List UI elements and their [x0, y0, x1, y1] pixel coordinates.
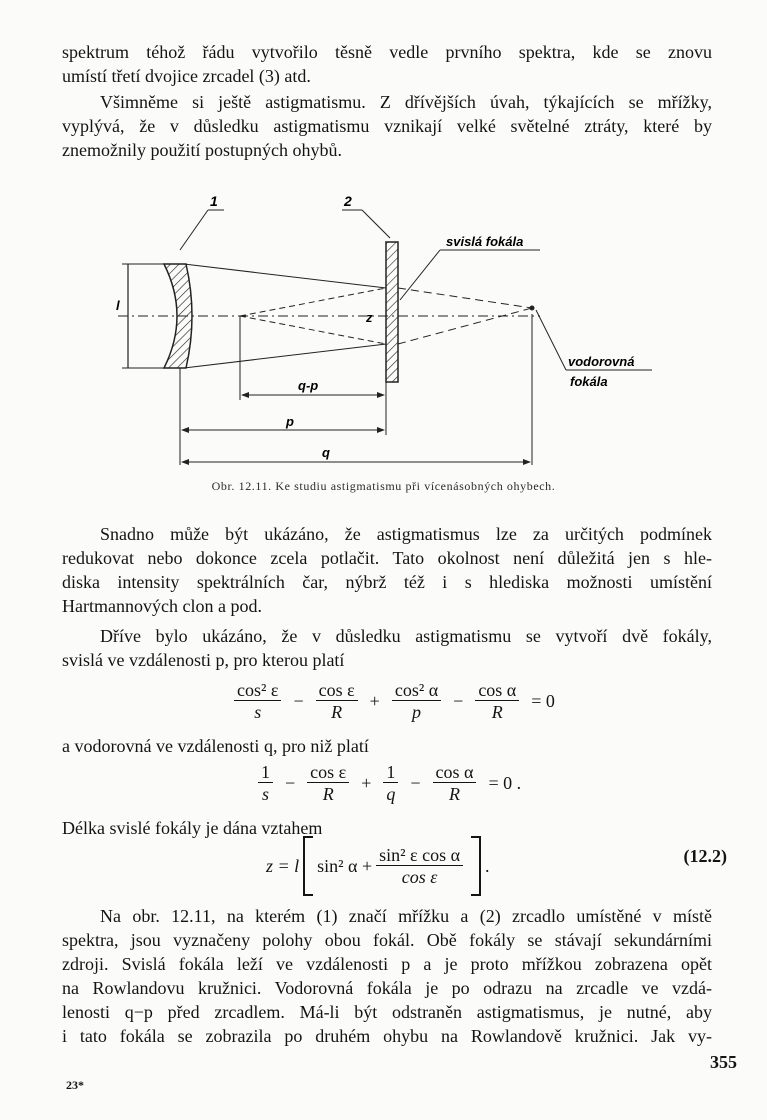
- paragraph-1: [62, 40, 712, 88]
- label-q-minus-p: q-p: [298, 378, 319, 393]
- eq1-t2-den: R: [331, 702, 343, 722]
- text-line: Všimněme si ještě astigmatismu. Z dřívějších úvah, týkajících se mřížky,: [100, 92, 712, 112]
- text-line: Snadno může být ukázáno, že astigmatismus lze za určitých podmínek: [100, 524, 712, 544]
- eq3-frac-den: cos ε: [401, 866, 438, 887]
- label-vertical-focal: svislá fokála: [446, 234, 524, 249]
- label-z: z: [366, 310, 373, 325]
- text-line: vyplývá, že v důsledku astigmatismu vznikají velké světelné ztráty, které by: [62, 116, 712, 136]
- equation-1: [230, 680, 563, 723]
- paragraph-3: [62, 522, 712, 618]
- equation-3: [266, 836, 490, 896]
- eq2-t4-den: R: [449, 784, 460, 804]
- label-mirror: 2: [344, 193, 352, 209]
- text-line: umístí třetí dvojice zrcadel (3) atd.: [62, 66, 311, 86]
- text-line: Na obr. 12.11, na kterém (1) značí mřížku a (2) zrcadlo umístěné v místě: [100, 906, 712, 926]
- text-line: diska intensity spektrálních čar, nýbrž též i s hlediska možnosti umístění: [62, 572, 712, 592]
- eq1-rhs: = 0: [531, 691, 555, 711]
- eq1-t3-den: p: [411, 702, 421, 722]
- label-grating: 1: [210, 193, 218, 209]
- eq2-t2-den: R: [322, 784, 334, 804]
- paragraph-2: [62, 90, 712, 162]
- eq1-t1-num: cos² ε: [237, 680, 279, 700]
- paragraph-5: [62, 734, 712, 758]
- text-line: svislá ve vzdálenosti p, pro kterou platí: [62, 650, 345, 670]
- eq2-op1: −: [285, 773, 296, 793]
- eq3-tail: .: [485, 855, 490, 876]
- eq2-rhs: = 0 .: [488, 773, 522, 793]
- text-line: znemožnily použití postupných ohybů.: [62, 140, 342, 160]
- eq1-op2: +: [369, 691, 380, 711]
- eq3-lhs: z = l: [266, 855, 300, 876]
- mirror-shape: [386, 242, 398, 382]
- text-line: zdroji. Svislá fokála leží ve vzdálenosti p a je proto mřížkou zobrazena opět: [62, 954, 712, 974]
- equation-2: [254, 762, 529, 805]
- eq1-op3: −: [453, 691, 464, 711]
- page-number: 355: [710, 1052, 737, 1072]
- eq1-t4-den: R: [491, 702, 503, 722]
- text-line: lenosti q−p před zrcadlem. Má-li být odstraněn astigmatismus, je nutné, aby: [62, 1002, 712, 1022]
- eq2-op2: +: [361, 773, 372, 793]
- eq1-t1-den: s: [254, 702, 262, 722]
- label-l: l: [116, 298, 120, 313]
- eq2-t1-den: s: [261, 784, 269, 804]
- text-line: redukovat nebo dokonce zcela potlačit. Tato okolnost není důležitá jen s hle-: [62, 548, 712, 568]
- eq2-t4-num: cos α: [435, 762, 474, 782]
- label-horizontal-focal-2: fokála: [570, 374, 608, 389]
- paragraph-7: [62, 904, 712, 1048]
- text-line: spektrum téhož řádu vytvořilo těsně vedle prvního spektra, kde se znovu: [62, 42, 712, 62]
- eq1-op1: −: [293, 691, 304, 711]
- eq1-t2-num: cos ε: [318, 680, 355, 700]
- eq2-t2-num: cos ε: [310, 762, 347, 782]
- text-line: na Rowlandovu kružnici. Vodorovná fokála je po odrazu na zrcadle ve vzdá-: [62, 978, 712, 998]
- text-line: Délka svislé fokály je dána vztahem: [62, 818, 323, 838]
- eq2-op3: −: [410, 773, 421, 793]
- equation-number: (12.2): [683, 846, 727, 866]
- left-bracket: [303, 836, 313, 896]
- label-horizontal-focal-1: vodorovná: [568, 354, 635, 369]
- signature-mark: 23*: [66, 1078, 84, 1092]
- label-q: q: [322, 445, 330, 460]
- right-bracket: [471, 836, 481, 896]
- paragraph-4: [62, 624, 712, 672]
- eq2-t1-num: 1: [261, 762, 270, 782]
- text-line: a vodorovná ve vzdálenosti q, pro niž platí: [62, 736, 369, 756]
- eq1-t3-num: cos² α: [394, 680, 439, 700]
- eq1-t4-num: cos α: [478, 680, 517, 700]
- figure-caption: Obr. 12.11. Ke studiu astigmatismu při vícenásobných ohybech.: [211, 479, 556, 493]
- text-line: Hartmannových clon a pod.: [62, 596, 262, 616]
- text-line: i tato fokála se zobrazila po druhém ohybu na Rowlandově kružnici. Jak vy-: [62, 1026, 712, 1046]
- eq3-term1: sin² α +: [317, 855, 373, 876]
- text-line: Dříve bylo ukázáno, že v důsledku astigmatismu se vytvoří dvě fokály,: [100, 626, 712, 646]
- eq2-t3-den: q: [386, 784, 396, 804]
- text-line: spektra, jsou vyznačeny polohy obou fokál. Obě fokály se stávají sekundárními: [62, 930, 712, 950]
- astigmatism-figure: [100, 190, 680, 480]
- label-p: p: [286, 414, 294, 429]
- eq3-frac-num: sin² ε cos α: [379, 844, 461, 865]
- eq2-t3-num: 1: [386, 762, 396, 782]
